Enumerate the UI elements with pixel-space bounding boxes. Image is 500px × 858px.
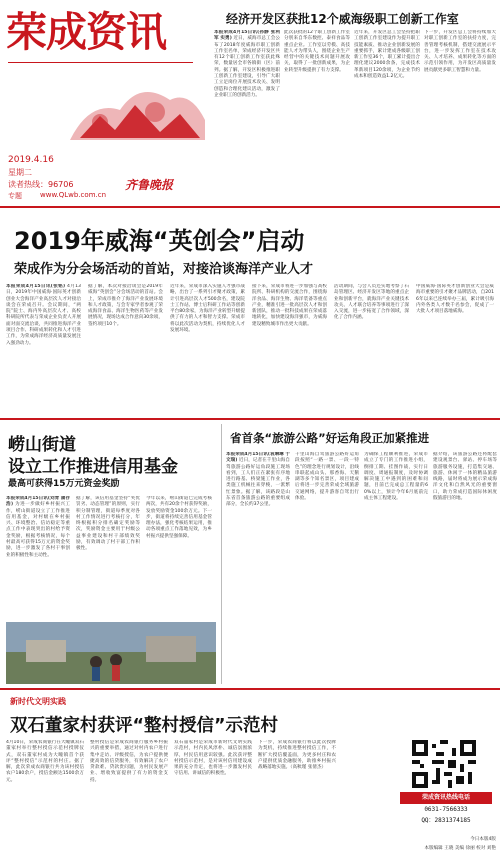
ad-box: [400, 740, 492, 832]
right-col-2: 千里山海自驾旅游公路好运角段按照“一路一景、一段一特色”的理念进行规划设计，沿线串联起成山头、那香海、天鹅湖等多个知名景区，项目建成后将进一步完善荣成全域旅游交通网络，提升游客自驾出行体验。: [295, 452, 359, 502]
left-subhead: 最高可获得15万元资金奖励: [8, 479, 120, 489]
main-col-3: 近年来，荣成市深入实施人才强市战略，出台了一系列引才聚才政策，累计引进高层次人才500余名，建设院士工作站、博士后科研工作站等创新平台80余家，为海洋产业转型升级提供了有力的人才和智力支撑。荣成市将以此次活动为契机，持续优化人才发展环境。: [170, 284, 245, 334]
bottom-col-1: 4月10日，荣成农商银行在大疃镇双石董家村举行整村授信示范村授牌仪式，双石董家村成为大疃镇首个获评“整村授信”示范村的村庄。据了解，此次荣成农商银行共为该村授信农户180余户，授信金额达1500余万元。: [6, 740, 84, 783]
main-col-2: 据了解，本次对接洽谈会是2019年威海“英创会”分会场活动的首站。会上，荣成市推介了海洋产业发展环境和人才政策，与会专家学者参观了荣成海洋食品、海洋生物医药等产业发展情况，现场达成合作意向30余项，签约项目10个。: [88, 284, 163, 327]
top-story-col-1: [214, 30, 280, 202]
footer-line-1: 今日本版4版: [470, 837, 496, 842]
bottom-col-2: 整村授信是荣成农商银行服务乡村振兴的重要举措，通过对村内农户进行集中走访、评级授信，为农户提供便捷高效的信贷服务，有效解决了农户贷款难、贷款贵问题，为村民发展产业、增收致富提供了有力的资金支持。: [90, 740, 168, 783]
paper-cut-decoration: [60, 70, 210, 150]
left-dateline: 本报荣成4月15日讯(刘青 蒲存浩): [6, 496, 70, 508]
right-headline: 省首条“旅游公路”好运角段正加紧推进: [230, 431, 430, 445]
ad-phone-2: QQ：2831374185: [421, 817, 471, 824]
left-col-1: [6, 496, 70, 614]
left-col-3: 今年以来，崂山街道已完成考核两次，共有20余个村获得奖励，发放奖励资金100余万元。下一步，街道将持续完善信用基金管理办法，强化考核结果运用，推动各项重点工作落地见效，为乡村振兴提供坚强保障。: [146, 496, 212, 539]
bottom-headline: 双石董家村获评“整村授信”示范村: [10, 716, 279, 736]
top-story-col-4: 下一步，开发区总工会将持续加大对职工创新工作室的扶持力度，完善管理考核机制，搭建交流展示平台，进一步发挥工作室在技术攻关、人才培养、成果转化等方面的示范引领作用，为开发区高质量发展贡献更多职工智慧和力量。: [424, 30, 496, 73]
reader-hotline: 读者热线：96706: [8, 180, 74, 189]
main-col-1: [6, 284, 81, 412]
ad-caption: 荣成资讯热线电话: [400, 792, 492, 804]
bottom-col-4: 下一步，荣成农商银行将以此次授牌为契机，持续推进整村授信工作，不断扩大授信覆盖面，为更多村庄和农户提供优质金融服务，助推乡村振兴战略落地实施。（高秋瑾 张倩杰）: [258, 740, 336, 771]
masthead-rule: [8, 62, 193, 63]
left-col-2: 据了解，该信用基金坚持“奖优罚劣、动态管理”的原则，实行积分制管理，街道每季度对各村工作情况进行考核打分，年终根据积分排名确定奖励等次，奖励资金主要用于村级公益事业建设和村干部绩效奖励，有效调动了村干部工作积极性。: [76, 496, 140, 552]
right-headline-part-a: 省首条: [230, 431, 265, 445]
main-text-1: 4月13日，2019年中国威海·国际英才创新创业大会海洋产业高层次人才对接洽谈会在荣成召开。会议期间，“两院”院士、海内外高层次人才、高校科研院所代表与荣成企业负责人开展面对面交流洽谈，共同推进海洋产业项目合作、科研成果转化和人才引进工作，为荣成海洋经济高质量发展注入强劲动力。: [6, 284, 81, 346]
bottom-headline-quoted: 整村授信: [144, 716, 215, 736]
right-headline-part-b: 好运角段正加紧推进: [325, 431, 430, 445]
top-story-col-2: 此次获批的12个职工创新工作室分别来自华东数控、泰祥食品等重点企业。工作室以劳模、高技能人才为带头人，围绕企业生产经营中的关键技术问题开展攻关，取得了一批创新成果，为企业转型升级提供了有力支撑。: [284, 30, 350, 73]
main-subhead: 荣成作为分会场活动的首站，对接洽谈海洋产业人才: [14, 262, 314, 277]
main-headline-part-a: 2019年威海: [14, 227, 153, 255]
right-story: [224, 420, 500, 685]
top-story-text-1: 近日，威海市总工会公布了2018年度威海市职工创新工作室名单，荣成经济开发区共有12个职工创新工作室获此殊荣，数量居全市各镇街（区）前列。据了解，开发区积极推进职工创新工作室建设，引导广大职工立足岗位开展技术攻关、发明创造和合理化建议活动，激发了企业职工的创新活力。: [214, 36, 280, 98]
partner-logo: 齐鲁晚报: [125, 178, 174, 192]
main-col-5: 活动期间，与会人员还实地考察了石岛管理区、经济开发区等地的重点企业和创新平台，就海洋产业关键技术攻关、人才联合培养等事项进行了深入交流，进一步拓宽了合作领域，深化了合作内涵。: [334, 284, 409, 321]
main-col-4: 接下来，荣成市将进一步加强与高校院所、科研机构的交流合作，围绕海洋食品、海洋生物、海洋装备等重点产业，精准引进一批高层次人才和创新团队，推动一批科技成果在荣成落地转化，加快建设海洋强市，为威海建设精致城市作出更大贡献。: [252, 284, 327, 327]
right-col-3: 为确保工程顺利推进，荣成市成立了专门的工作推进小组，倒排工期、挂图作战，实行日调度、周通报制度，及时协调解决施工中遇到的困难和问题，目前已完成总工程量的60%以上，预计今年6月底前完成主体工程建设。: [364, 452, 428, 502]
main-dateline: 本报荣成4月15日讯(张铭): [6, 284, 66, 289]
right-col-1: [226, 452, 290, 682]
top-story-dateline: 本报荣成4月15日讯(孙静 张利军 实勇): [214, 30, 280, 42]
top-story-col-3: 近年来，开发区总工会坚持把职工创新工作室建设作为提升职工技能素质、推动企业创新发展的重要抓手，累计建成各级职工创新工作室36个，职工累计提出合理化建议2000余条，完成技术革新项目120余项，为企业节约成本和创造效益1.2亿元。: [354, 30, 420, 80]
main-headline: 2019年威海“英创会”启动: [14, 227, 305, 255]
masthead: [0, 0, 210, 205]
left-headline-1: 崂山街道: [8, 435, 76, 455]
column-separator: [221, 424, 222, 684]
ad-phone-1: 0631-7566333: [424, 806, 468, 813]
left-story: [0, 420, 218, 620]
main-headline-part-b: 启动: [256, 227, 305, 255]
right-headline-quoted: 旅游公路: [272, 431, 319, 445]
right-col-4: 据介绍，该旅游公路还将配套建设观景台、驿站、停车场等旅游服务设施，打造集交通、旅游、休闲于一体的精品旅游线路，届时将成为展示荣成海洋文化和自然风光的重要窗口，助力荣成打造国际休闲度假旅游目的地。: [433, 452, 497, 502]
top-story-headline: 经济开发区获批12个威海级职工创新工作室: [226, 12, 459, 26]
left-text-1: 为进一步做好乡村振兴工作，崂山街道设立了工作推进信用基金，对村级在乡村振兴、环境整治、信访稳定等重点工作中表现突出的村给予资金奖励，根据考核情况，每个村最高可获得15万元的资金奖励，进一步激发了各村干事创业的积极性和主动性。: [6, 502, 70, 558]
bottom-headline-part-a: 双石董家村获评: [10, 716, 133, 736]
bottom-headline-part-b: 示范村: [225, 716, 279, 736]
news-photo: [6, 622, 216, 684]
masthead-title: 荣成资讯: [6, 8, 166, 56]
bottom-col-3: 双石董家村是荣成市新时代文明实践示范村，村内民风淳朴、诚信氛围浓厚，村民信用意识较强。此次获评整村授信示范村，是对该村信用建设成果的充分肯定，也将进一步激发村民守信用、讲诚信的积极性。: [174, 740, 252, 777]
main-story: [0, 208, 500, 416]
right-text-1: 近日，记者在千里山海自驾旅游公路好运角段施工现场看到，工人们正在紧张有序地进行路基、桥梁施工作业，各类施工机械往来穿梭，一派繁忙景象。据了解，该路段是山东省首条旅游公路的重要组成部分，全长约37公里。: [226, 458, 290, 508]
main-headline-quoted: 英创会: [168, 227, 241, 255]
bottom-kicker: 新时代文明实践: [10, 697, 66, 706]
main-col-6: 中国威海·国际英才创新创业大会是威海市重要的引才聚才品牌活动，自2016年以来已连续举办三届，累计吸引海内外各类人才数千名参会，促成了一大批人才项目落地威海。: [416, 284, 494, 315]
masthead-date: 2019.4.16: [8, 155, 54, 165]
masthead-weekday: 星期二: [8, 168, 32, 177]
section-label: 专题: [8, 192, 22, 200]
qr-code[interactable]: [412, 740, 476, 788]
top-story: [210, 0, 500, 205]
site-url: www.QLwb.com.cn: [40, 191, 107, 199]
footer-line-2: 本版编辑 王晓 美编 徐丽 校对 刘艳: [424, 846, 496, 851]
left-headline-2: 设立工作推进信用基金: [8, 457, 178, 477]
right-dateline: 本报荣成4月15日讯(袁琳琳 于文瑞): [226, 452, 290, 464]
